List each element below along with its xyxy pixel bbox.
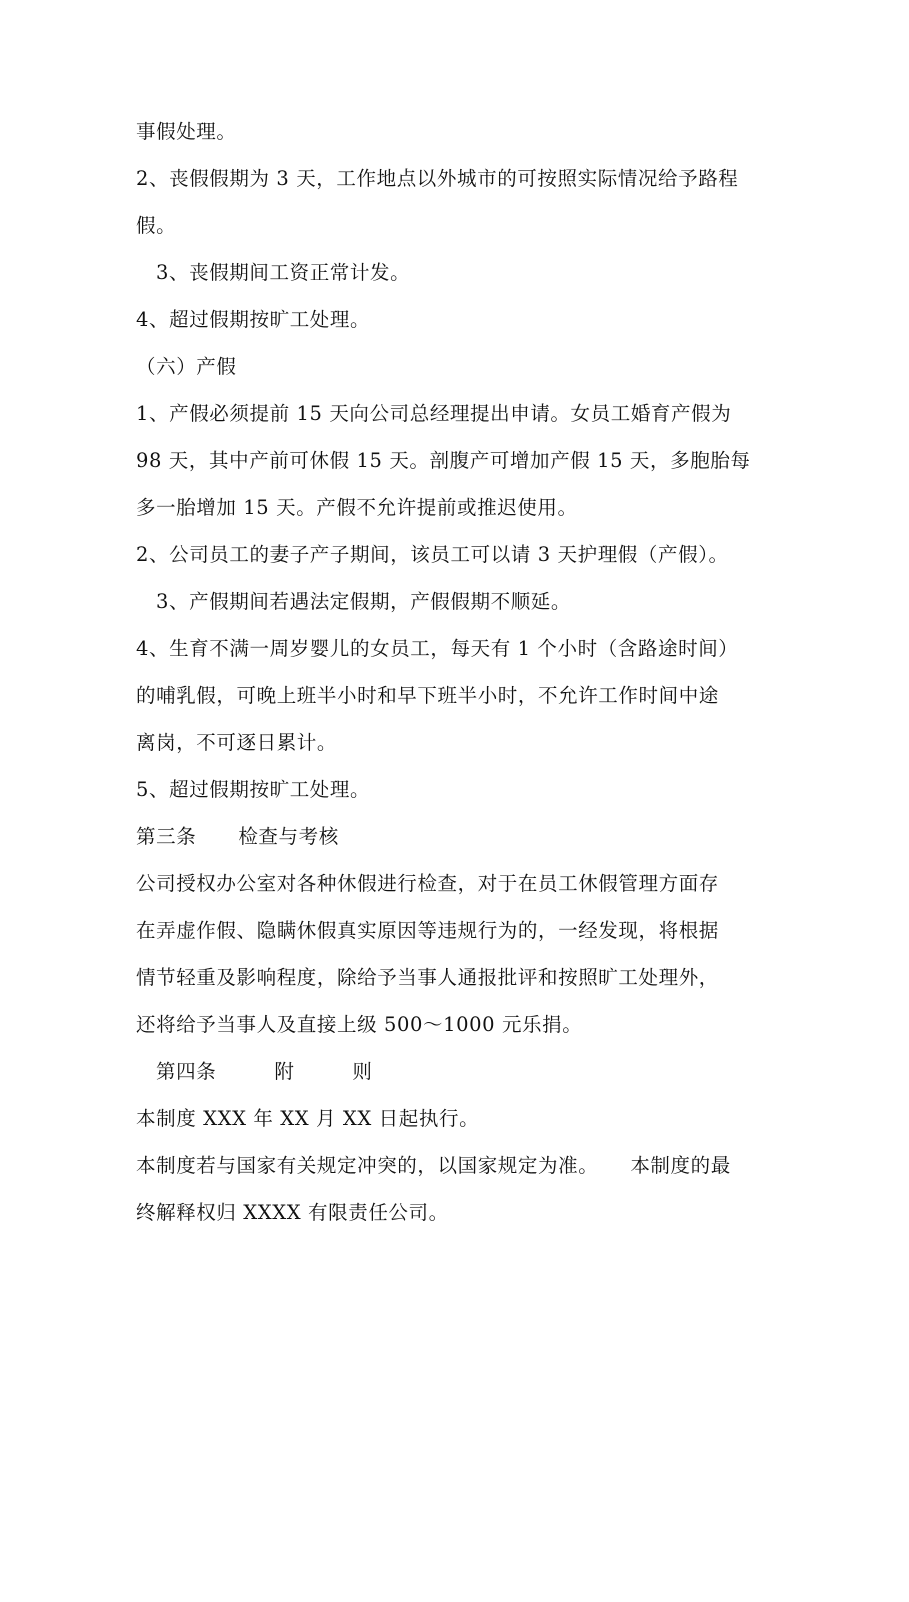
text-line: 4、生育不满一周岁婴儿的女员工，每天有 1 个小时（含路途时间） [136,637,739,660]
article-title: 检查与考核 [238,825,339,848]
section-heading: （六）产假 [136,355,237,378]
article-title-part: 附 [274,1060,295,1083]
text-line: 2、公司员工的妻子产子期间，该员工可以请 3 天护理假（产假）。 [136,543,729,566]
text-line: 情节轻重及影响程度，除给予当事人通报批评和按照旷工处理外， [136,966,719,989]
text-line: 事假处理。 [136,120,237,143]
text-line: 4、超过假期按旷工处理。 [136,308,371,331]
text-segment: 本制度若与国家有关规定冲突的，以国家规定为准。 [136,1154,599,1177]
text-line: 假。 [136,214,177,237]
text-line [136,1151,731,1181]
text-line: 还将给予当事人及直接上级 500～1000 元乐捐。 [136,1013,583,1036]
text-line: 3、产假期间若遇法定假期，产假假期不顺延。 [156,590,572,613]
text-line: 离岗，不可逐日累计。 [136,731,338,754]
article-number: 第三条 [136,825,197,848]
text-line: 本制度 XXX 年 XX 月 XX 日起执行。 [136,1107,480,1130]
text-line: 1、产假必须提前 15 天向公司总经理提出申请。女员工婚育产假为 [136,402,732,425]
text-line: 3、丧假期间工资正常计发。 [156,261,411,284]
article-number: 第四条 [156,1060,217,1083]
text-line: 公司授权办公室对各种休假进行检查，对于在员工休假管理方面存 [136,872,719,895]
text-line: 在弄虚作假、隐瞒休假真实原因等违规行为的，一经发现，将根据 [136,919,719,942]
text-line: 2、丧假假期为 3 天，工作地点以外城市的可按照实际情况给予路程 [136,167,739,190]
article-title-part: 则 [352,1060,373,1083]
text-line: 的哺乳假，可晚上班半小时和早下班半小时，不允许工作时间中途 [136,684,719,707]
text-line: 98 天，其中产前可休假 15 天。剖腹产可增加产假 15 天，多胞胎每 [136,449,751,472]
article-heading [156,1057,373,1087]
text-segment: 本制度的最 [630,1154,731,1177]
article-heading [136,822,339,852]
text-line: 终解释权归 XXXX 有限责任公司。 [136,1201,449,1224]
text-line: 多一胎增加 15 天。产假不允许提前或推迟使用。 [136,496,578,519]
text-line: 5、超过假期按旷工处理。 [136,778,371,801]
